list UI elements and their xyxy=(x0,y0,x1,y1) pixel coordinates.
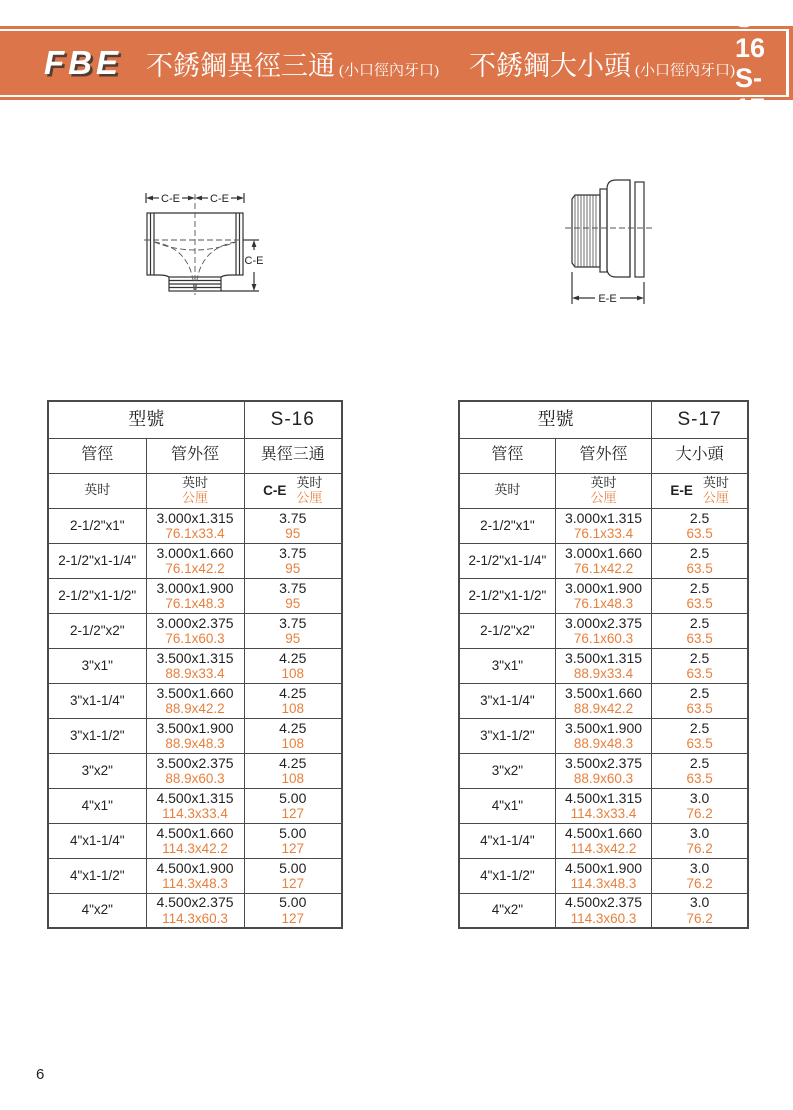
product-title-1-subtext: (小口徑內牙口) xyxy=(339,62,439,79)
dim-inch: 5.00 xyxy=(279,789,307,806)
size-cell: 2-1/2"x1-1/4" xyxy=(459,543,555,578)
table-row xyxy=(48,718,342,753)
od-inch: 3.000x1.315 xyxy=(156,509,234,526)
od-mm: 76.1x48.3 xyxy=(573,595,634,611)
dim-cell xyxy=(244,543,342,578)
spec-table-s16 xyxy=(47,400,343,929)
banner-white-stripe xyxy=(0,2,789,124)
od-mm: 114.3x33.4 xyxy=(570,805,637,821)
dim-cell xyxy=(652,753,748,788)
od-inch: 4.500x1.660 xyxy=(564,824,643,841)
dim-mm: 127 xyxy=(281,840,305,856)
product-title-2-text: 不銹鋼大小頭 xyxy=(469,50,631,81)
od-cell xyxy=(146,893,244,928)
column-header-2: 大小頭 xyxy=(652,438,748,473)
dim-mm: 63.5 xyxy=(686,560,713,576)
od-inch: 3.000x1.900 xyxy=(564,579,643,596)
dim-inch: 2.5 xyxy=(689,614,710,631)
od-mm: 76.1x42.2 xyxy=(573,560,634,576)
dim-cell xyxy=(652,578,748,613)
page-number: 6 xyxy=(36,1066,45,1083)
unit-col2-inch: 英时 xyxy=(590,474,617,490)
table-row xyxy=(48,578,342,613)
size-cell: 2-1/2"x1" xyxy=(48,508,146,543)
dim-symbol: C-E xyxy=(263,482,287,498)
dim-cell xyxy=(652,648,748,683)
product-title-1 xyxy=(146,44,439,83)
size-cell: 2-1/2"x1-1/2" xyxy=(48,578,146,613)
dim-mm: 108 xyxy=(281,665,305,681)
dim-mm: 76.2 xyxy=(686,875,713,891)
dim-mm: 63.5 xyxy=(686,630,713,646)
od-cell xyxy=(146,613,244,648)
od-cell xyxy=(555,858,651,893)
size-cell: 3"x2" xyxy=(48,753,146,788)
size-cell: 2-1/2"x1-1/4" xyxy=(48,543,146,578)
table-row xyxy=(459,753,748,788)
od-mm: 114.3x33.4 xyxy=(162,805,228,821)
dim-inch: 3.75 xyxy=(279,544,307,561)
unit-col3-wrap xyxy=(247,476,340,506)
brand-logo: FBE xyxy=(44,44,122,81)
product-title-2-subtext: (小口徑內牙口) xyxy=(635,62,735,79)
unit-col3-stack xyxy=(703,476,729,506)
od-mm: 114.3x42.2 xyxy=(162,840,228,856)
dim-cell xyxy=(652,858,748,893)
tee-dim-label-branch: C-E xyxy=(244,255,264,267)
table-row xyxy=(459,788,748,823)
od-cell xyxy=(555,543,651,578)
size-cell: 4"x2" xyxy=(48,893,146,928)
dim-inch: 2.5 xyxy=(689,509,710,526)
od-cell xyxy=(555,753,651,788)
header-banner xyxy=(0,2,793,124)
table-row xyxy=(459,683,748,718)
od-mm: 76.1x33.4 xyxy=(165,525,225,541)
unit-col1: 英时 xyxy=(48,473,146,508)
od-cell xyxy=(555,578,651,613)
od-mm: 88.9x42.2 xyxy=(573,700,634,716)
od-inch: 3.500x1.660 xyxy=(564,684,643,701)
dim-cell xyxy=(244,718,342,753)
od-mm: 76.1x60.3 xyxy=(573,630,634,646)
od-mm: 76.1x48.3 xyxy=(165,595,225,611)
od-mm: 114.3x60.3 xyxy=(570,910,637,926)
reducer-dim-label: E-E xyxy=(598,293,617,305)
dim-inch: 3.75 xyxy=(279,579,307,596)
od-inch: 3.500x1.315 xyxy=(156,649,234,666)
od-cell xyxy=(146,543,244,578)
size-cell: 2-1/2"x1-1/2" xyxy=(459,578,555,613)
od-inch: 3.000x1.315 xyxy=(564,509,643,526)
model-label: 型號 xyxy=(48,401,244,438)
dim-mm: 95 xyxy=(285,630,301,646)
od-cell xyxy=(555,683,651,718)
od-cell xyxy=(555,788,651,823)
table-row xyxy=(48,508,342,543)
od-cell xyxy=(555,613,651,648)
table-row xyxy=(48,788,342,823)
od-cell xyxy=(146,753,244,788)
od-cell xyxy=(555,893,651,928)
column-header-1: 管外徑 xyxy=(146,438,244,473)
table-row xyxy=(459,648,748,683)
od-inch: 3.500x2.375 xyxy=(564,754,643,771)
unit-col2 xyxy=(146,473,244,508)
dim-mm: 127 xyxy=(281,875,305,891)
od-inch: 3.000x1.660 xyxy=(564,544,643,561)
size-cell: 3"x1-1/2" xyxy=(459,718,555,753)
od-mm: 76.1x33.4 xyxy=(573,525,634,541)
dim-inch: 3.0 xyxy=(689,789,710,806)
table-row xyxy=(459,543,748,578)
dim-mm: 63.5 xyxy=(686,665,713,681)
dim-mm: 95 xyxy=(285,595,301,611)
unit-col3-stack xyxy=(296,476,322,506)
unit-col2 xyxy=(555,473,651,508)
dim-cell xyxy=(244,753,342,788)
table-row xyxy=(48,858,342,893)
dim-inch: 2.5 xyxy=(689,719,710,736)
od-cell xyxy=(146,683,244,718)
spec-table-s17 xyxy=(458,400,749,929)
column-header-0: 管徑 xyxy=(48,438,146,473)
dim-cell xyxy=(652,718,748,753)
column-header-2: 異徑三通 xyxy=(244,438,342,473)
banner-main xyxy=(0,2,786,124)
od-mm: 76.1x60.3 xyxy=(165,630,225,646)
unit-col3 xyxy=(244,473,342,508)
size-cell: 3"x1-1/2" xyxy=(48,718,146,753)
dim-cell xyxy=(244,648,342,683)
od-mm: 114.3x48.3 xyxy=(570,875,637,891)
dim-mm: 127 xyxy=(281,805,305,821)
od-inch: 4.500x1.660 xyxy=(156,824,234,841)
dim-mm: 63.5 xyxy=(686,735,713,751)
dim-inch: 2.5 xyxy=(689,649,710,666)
size-cell: 4"x1" xyxy=(459,788,555,823)
od-inch: 3.000x1.900 xyxy=(156,579,234,596)
model-label: 型號 xyxy=(459,401,652,438)
unit-col3-inch: 英时 xyxy=(296,474,323,490)
table-row xyxy=(48,613,342,648)
unit-col3-wrap xyxy=(654,476,745,506)
dim-cell xyxy=(652,543,748,578)
unit-col3-mm: 公厘 xyxy=(296,489,323,505)
dim-inch: 5.00 xyxy=(279,824,307,841)
dim-cell xyxy=(244,578,342,613)
od-mm: 88.9x60.3 xyxy=(573,770,634,786)
model-code-s17: S-17 xyxy=(735,63,766,124)
od-inch: 4.500x2.375 xyxy=(156,894,234,911)
dim-mm: 108 xyxy=(281,770,305,786)
dim-cell xyxy=(652,508,748,543)
product-title-2 xyxy=(469,44,735,83)
od-mm: 88.9x33.4 xyxy=(165,665,225,681)
dim-inch: 3.0 xyxy=(689,894,710,911)
size-cell: 2-1/2"x1" xyxy=(459,508,555,543)
dim-inch: 2.5 xyxy=(689,544,710,561)
dim-mm: 95 xyxy=(285,525,301,541)
dim-inch: 2.5 xyxy=(689,684,710,701)
dim-mm: 108 xyxy=(281,735,305,751)
od-mm: 88.9x48.3 xyxy=(165,735,225,751)
dim-inch: 4.25 xyxy=(279,719,307,736)
dim-mm: 76.2 xyxy=(686,910,713,926)
unit-col2-inch: 英时 xyxy=(181,474,208,490)
od-mm: 114.3x60.3 xyxy=(162,910,228,926)
dim-mm: 127 xyxy=(281,910,305,926)
dim-inch: 3.0 xyxy=(689,824,710,841)
unit-col3-inch: 英时 xyxy=(702,474,729,490)
od-cell xyxy=(146,718,244,753)
dim-cell xyxy=(244,788,342,823)
dim-inch: 5.00 xyxy=(279,894,307,911)
od-inch: 4.500x2.375 xyxy=(564,894,643,911)
dim-cell xyxy=(652,788,748,823)
od-inch: 3.500x2.375 xyxy=(156,754,234,771)
banner-outer-stripe xyxy=(0,2,793,124)
od-cell xyxy=(555,718,651,753)
od-cell xyxy=(555,823,651,858)
od-cell xyxy=(555,508,651,543)
table-row xyxy=(48,823,342,858)
size-cell: 4"x1-1/4" xyxy=(459,823,555,858)
model-value: S-16 xyxy=(244,401,342,438)
dim-inch: 3.0 xyxy=(689,859,710,876)
table-row xyxy=(459,893,748,928)
dim-cell xyxy=(244,823,342,858)
od-mm: 88.9x48.3 xyxy=(573,735,634,751)
table-row xyxy=(48,683,342,718)
dim-mm: 76.2 xyxy=(686,805,713,821)
od-inch: 4.500x1.315 xyxy=(564,789,643,806)
od-cell xyxy=(146,578,244,613)
od-inch: 3.500x1.315 xyxy=(564,649,643,666)
model-value: S-17 xyxy=(652,401,748,438)
table-row xyxy=(459,613,748,648)
table-row xyxy=(459,858,748,893)
dim-mm: 63.5 xyxy=(686,700,713,716)
od-mm: 88.9x42.2 xyxy=(165,700,225,716)
od-cell xyxy=(146,858,244,893)
size-cell: 2-1/2"x2" xyxy=(459,613,555,648)
dim-cell xyxy=(652,683,748,718)
product-title-1-text: 不銹鋼異徑三通 xyxy=(146,50,335,81)
od-inch: 3.000x1.660 xyxy=(156,544,234,561)
od-mm: 88.9x33.4 xyxy=(573,665,634,681)
od-cell xyxy=(555,648,651,683)
size-cell: 4"x2" xyxy=(459,893,555,928)
tee-dim-label-right: C-E xyxy=(210,193,229,205)
dim-cell xyxy=(244,508,342,543)
od-inch: 4.500x1.900 xyxy=(156,859,234,876)
od-mm: 114.3x48.3 xyxy=(162,875,228,891)
model-code-s16: S-16 xyxy=(735,2,766,63)
unit-col1: 英时 xyxy=(459,473,555,508)
size-cell: 4"x1" xyxy=(48,788,146,823)
model-codes xyxy=(735,3,765,124)
table-row xyxy=(459,718,748,753)
dim-mm: 95 xyxy=(285,560,301,576)
od-inch: 3.500x1.900 xyxy=(156,719,234,736)
od-inch: 4.500x1.315 xyxy=(156,789,234,806)
table-row xyxy=(48,543,342,578)
tee-dim-label-left: C-E xyxy=(161,193,180,205)
column-header-0: 管徑 xyxy=(459,438,555,473)
dim-inch: 3.75 xyxy=(279,614,307,631)
od-cell xyxy=(146,648,244,683)
dim-inch: 4.25 xyxy=(279,754,307,771)
size-cell: 3"x1-1/4" xyxy=(459,683,555,718)
table-row xyxy=(459,508,748,543)
od-inch: 3.500x1.660 xyxy=(156,684,234,701)
table-row xyxy=(459,823,748,858)
dim-inch: 3.75 xyxy=(279,509,307,526)
dim-cell xyxy=(244,858,342,893)
table-row xyxy=(48,648,342,683)
dim-inch: 4.25 xyxy=(279,649,307,666)
table-row xyxy=(459,578,748,613)
dim-symbol: E-E xyxy=(670,482,693,498)
dim-cell xyxy=(652,823,748,858)
od-mm: 76.1x42.2 xyxy=(165,560,225,576)
size-cell: 2-1/2"x2" xyxy=(48,613,146,648)
size-cell: 4"x1-1/2" xyxy=(48,858,146,893)
dim-cell xyxy=(244,683,342,718)
od-mm: 114.3x42.2 xyxy=(570,840,637,856)
size-cell: 4"x1-1/2" xyxy=(459,858,555,893)
od-inch: 4.500x1.900 xyxy=(564,859,643,876)
dim-inch: 4.25 xyxy=(279,684,307,701)
dim-inch: 2.5 xyxy=(689,579,710,596)
dim-cell xyxy=(652,613,748,648)
size-cell: 3"x1" xyxy=(48,648,146,683)
size-cell: 3"x2" xyxy=(459,753,555,788)
dim-mm: 108 xyxy=(281,700,305,716)
dim-cell xyxy=(244,613,342,648)
reducer-fitting-drawing xyxy=(565,175,657,309)
column-header-1: 管外徑 xyxy=(555,438,651,473)
unit-col2-mm: 公厘 xyxy=(181,489,208,505)
od-inch: 3.500x1.900 xyxy=(564,719,643,736)
unit-col3 xyxy=(652,473,748,508)
dim-mm: 63.5 xyxy=(686,770,713,786)
dim-inch: 5.00 xyxy=(279,859,307,876)
od-cell xyxy=(146,788,244,823)
size-cell: 3"x1" xyxy=(459,648,555,683)
table-row xyxy=(48,753,342,788)
unit-col2-mm: 公厘 xyxy=(590,489,617,505)
dim-cell xyxy=(244,893,342,928)
od-mm: 88.9x60.3 xyxy=(165,770,225,786)
od-inch: 3.000x2.375 xyxy=(156,614,234,631)
od-cell xyxy=(146,823,244,858)
table-row xyxy=(48,893,342,928)
od-inch: 3.000x2.375 xyxy=(564,614,643,631)
dim-mm: 63.5 xyxy=(686,525,713,541)
unit-col3-mm: 公厘 xyxy=(702,489,729,505)
dim-mm: 63.5 xyxy=(686,595,713,611)
size-cell: 4"x1-1/4" xyxy=(48,823,146,858)
dim-mm: 76.2 xyxy=(686,840,713,856)
tee-fitting-drawing xyxy=(143,188,275,302)
od-cell xyxy=(146,508,244,543)
dim-cell xyxy=(652,893,748,928)
dim-inch: 2.5 xyxy=(689,754,710,771)
size-cell: 3"x1-1/4" xyxy=(48,683,146,718)
